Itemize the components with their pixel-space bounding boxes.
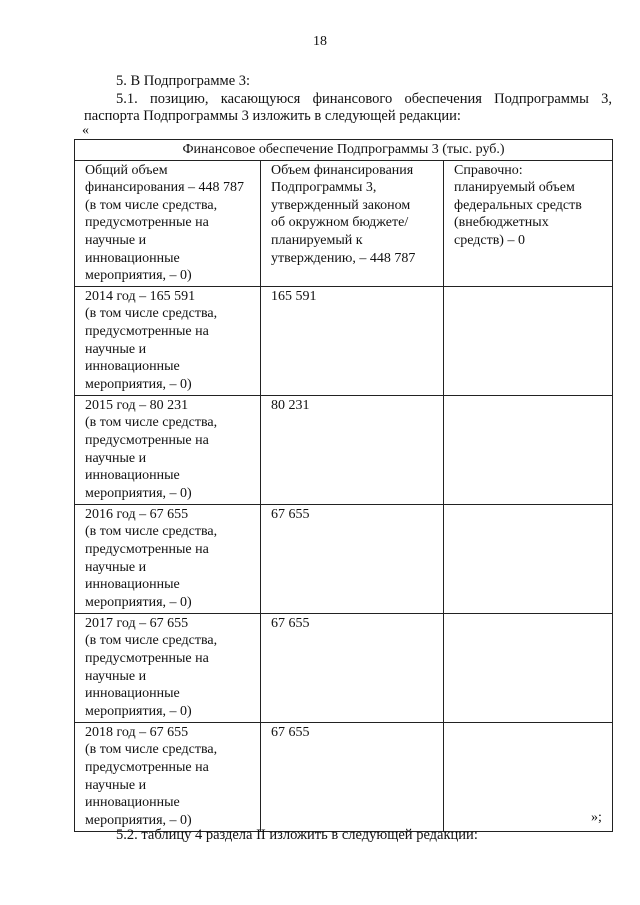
year-total-line: научные и	[85, 450, 147, 466]
year-budget-cell: 165 591	[261, 286, 444, 395]
year-total-line: научные и	[85, 341, 147, 357]
header-budget-line: утвержденный законом	[271, 197, 411, 213]
year-federal-cell	[444, 395, 613, 504]
year-budget-cell: 67 655	[261, 722, 444, 831]
year-total-line: инновационные	[85, 359, 180, 375]
year-total-line: инновационные	[85, 468, 180, 484]
year-total-line: научные и	[85, 559, 147, 575]
year-total-line: (в том числе средства,	[85, 415, 218, 431]
year-total-line: 2015 год – 80 231	[85, 397, 189, 413]
year-total-line: 2016 год – 67 655	[85, 506, 189, 522]
year-federal-cell	[444, 504, 613, 613]
year-budget-cell: 80 231	[261, 395, 444, 504]
table-header-row	[75, 160, 613, 286]
year-total-line: 2017 год – 67 655	[85, 615, 189, 631]
year-total-cell	[75, 286, 261, 395]
header-federal-cell	[444, 160, 613, 286]
table-row	[75, 613, 613, 722]
page-number: 18	[313, 34, 327, 49]
table-row	[75, 286, 613, 395]
year-budget-cell: 67 655	[261, 613, 444, 722]
year-total-line: мероприятия, – 0)	[85, 485, 192, 501]
year-total-cell	[75, 722, 261, 831]
year-total-line: мероприятия, – 0)	[85, 594, 192, 610]
header-budget-line: об окружном бюджете/	[271, 215, 409, 231]
header-total-line: мероприятия, – 0)	[85, 268, 192, 284]
year-total-line: научные и	[85, 668, 147, 684]
year-total-line: (в том числе средства,	[85, 524, 218, 540]
header-federal-line: Справочно:	[454, 162, 523, 178]
year-federal-cell	[444, 722, 613, 831]
table-title: Финансовое обеспечение Подпрограммы 3 (тыс. руб.)	[75, 140, 613, 161]
header-federal-line: (внебюджетных	[454, 215, 549, 231]
year-total-line: предусмотренные на	[85, 432, 209, 448]
header-budget-line: планируемый к	[271, 232, 363, 248]
year-total-line: мероприятия, – 0)	[85, 812, 192, 828]
table-row	[75, 722, 613, 831]
year-total-cell	[75, 504, 261, 613]
closing-quote: »;	[591, 810, 602, 825]
header-total-line: (в том числе средства,	[85, 197, 218, 213]
year-total-line: инновационные	[85, 795, 180, 811]
financing-table	[74, 139, 613, 832]
header-total-line: Общий объем	[85, 162, 168, 178]
year-total-cell	[75, 613, 261, 722]
header-budget-line: утверждению, – 448 787	[271, 250, 416, 266]
header-total-cell	[75, 160, 261, 286]
year-total-line: предусмотренные на	[85, 323, 209, 339]
year-total-line: инновационные	[85, 686, 180, 702]
year-total-cell	[75, 395, 261, 504]
header-federal-line: средств) – 0	[454, 232, 525, 248]
section-5-1-line-1: 5.1. позицию, касающуюся финансового обеспечения Подпрограммы 3,	[116, 91, 612, 107]
year-total-line: инновационные	[85, 577, 180, 593]
year-total-line: 2014 год – 165 591	[85, 288, 196, 304]
year-total-line: мероприятия, – 0)	[85, 703, 192, 719]
year-total-line: предусмотренные на	[85, 541, 209, 557]
header-total-line: предусмотренные на	[85, 215, 209, 231]
header-federal-line: федеральных средств	[454, 197, 582, 213]
year-total-line: предусмотренные на	[85, 759, 209, 775]
header-total-line: финансирования – 448 787	[85, 180, 245, 196]
header-budget-line: Объем финансирования	[271, 162, 414, 178]
year-budget-cell: 67 655	[261, 504, 444, 613]
section-5-heading: 5. В Подпрограмме 3:	[116, 73, 251, 89]
table-row	[75, 504, 613, 613]
year-total-line: (в том числе средства,	[85, 742, 218, 758]
header-total-line: научные и	[85, 232, 147, 248]
table-row	[75, 395, 613, 504]
section-5-1-line-2: паспорта Подпрограммы 3 изложить в следующей редакции:	[84, 108, 461, 124]
year-total-line: научные и	[85, 777, 147, 793]
year-total-line: предусмотренные на	[85, 650, 209, 666]
year-total-line: (в том числе средства,	[85, 633, 218, 649]
header-total-line: инновационные	[85, 250, 180, 266]
section-5-2-line: 5.2. таблицу 4 раздела II изложить в следующей редакции:	[116, 827, 478, 843]
header-budget-line: Подпрограммы 3,	[271, 180, 377, 196]
header-budget-cell	[261, 160, 444, 286]
year-federal-cell	[444, 286, 613, 395]
year-total-line: мероприятия, – 0)	[85, 376, 192, 392]
year-federal-cell	[444, 613, 613, 722]
opening-quote: «	[82, 123, 89, 138]
year-total-line: (в том числе средства,	[85, 306, 218, 322]
year-total-line: 2018 год – 67 655	[85, 724, 189, 740]
header-federal-line: планируемый объем	[454, 180, 575, 196]
